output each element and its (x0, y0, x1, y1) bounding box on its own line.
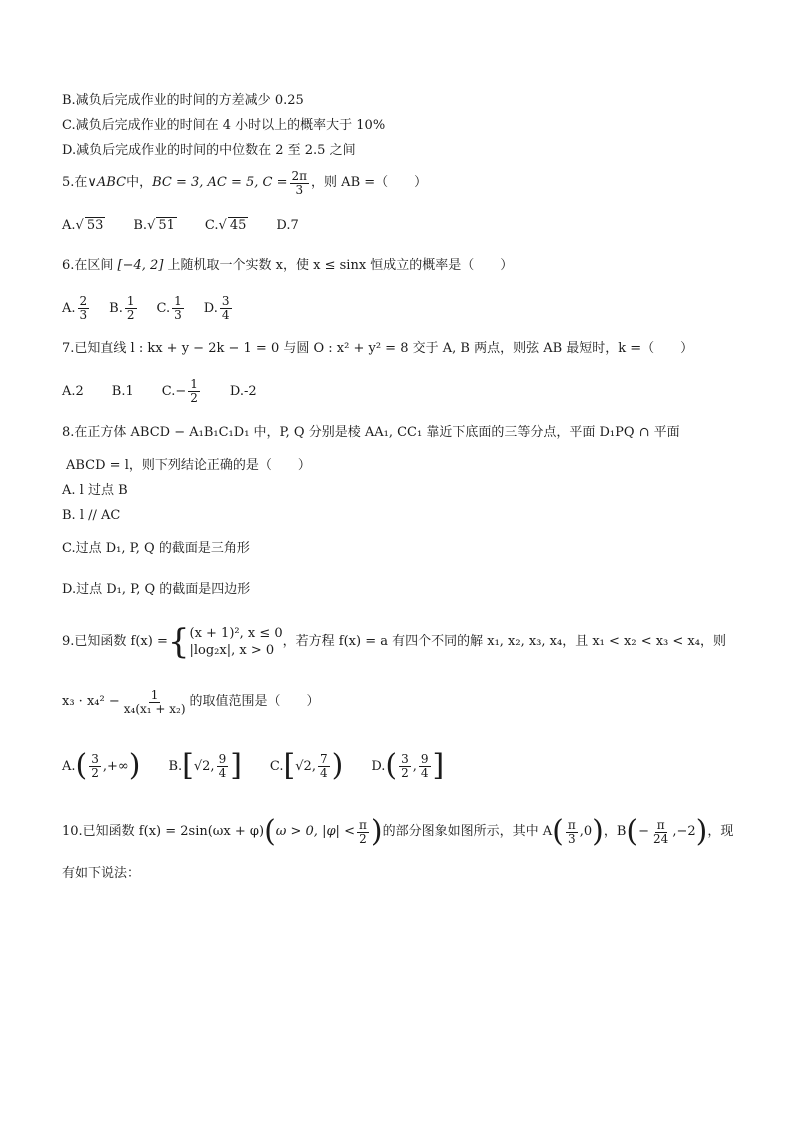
q9-b-num: 9 (218, 751, 227, 766)
q10-a-num: π (567, 817, 576, 832)
q5-option-b-rad: 51 (158, 218, 175, 233)
q7-option-a: A.2 (62, 383, 84, 399)
q9-d-open: ( (385, 748, 398, 783)
q9-b-label: B. (168, 758, 183, 774)
q9-expr-frac (122, 689, 188, 716)
q6-option-d (204, 295, 234, 322)
q10-b-den: 24 (653, 831, 669, 846)
q9-stem (62, 618, 726, 666)
q9-a-frac (89, 753, 101, 780)
q6-option-d-label: D. (203, 300, 218, 316)
q9-c-label: C. (269, 758, 284, 774)
q6-option-a-frac (78, 295, 90, 322)
q9-suffix: ，若方程 f(x) = a 有四个不同的解 x₁, x₂, x₃, x₄，且 x₁ < x₂ < x₃ < x₄，则 (282, 634, 726, 649)
q5-option-d-label: D.7 (276, 217, 299, 233)
q4-option-d: D.减负后完成作业的时间的中位数在 2 至 2.5 之间 (62, 143, 356, 158)
q5-option-a-rad: 53 (86, 218, 104, 233)
q6-b-num: 1 (126, 293, 135, 308)
q4-option-b: B.减负后完成作业的时间的方差减少 0.25 (62, 93, 304, 108)
q9-option-c (269, 748, 344, 783)
q6-option-c (157, 295, 186, 322)
q9-expr-tail: 的取值范围是（ ） (189, 694, 320, 709)
q9-d-num2: 9 (420, 751, 429, 766)
q10-tail: ，现 (707, 824, 734, 839)
q5-mid: 中， (126, 175, 153, 190)
q6-option-a (62, 295, 91, 322)
q9-case1: (x + 1)², x ≤ 0 (189, 626, 283, 641)
q9-d-b: , (412, 758, 417, 774)
q6-d-den: 4 (221, 307, 230, 322)
q6-c-den: 3 (174, 307, 182, 322)
q6-prefix: 6.在区间 (62, 258, 114, 273)
q5-option-c-label: C. (204, 217, 219, 233)
q5-option-a-sqrt: √ 53 (75, 218, 104, 233)
q9-options (62, 746, 472, 786)
q9-c-num: 7 (319, 751, 328, 766)
q10-cond-num: π (358, 817, 367, 832)
q6-option-b (109, 295, 138, 322)
q9-d-frac1 (399, 753, 411, 780)
q9-a-den: 2 (91, 765, 99, 780)
q10-line2: 有如下说法： (62, 866, 141, 881)
q5-option-d (276, 218, 298, 233)
q8-option-a: A. l 过点 B (62, 483, 128, 498)
q7-option-b: B.1 (111, 383, 134, 399)
q9-a-num: 3 (91, 751, 99, 766)
q9-c-frac (318, 753, 330, 780)
q10-a-den: 3 (567, 831, 576, 846)
q6-b-den: 2 (126, 307, 135, 322)
q10-b-num: π (656, 817, 665, 832)
q9-option-a (62, 748, 141, 783)
q10-b-sign: − (638, 824, 650, 839)
q9-option-b (168, 748, 242, 783)
q4-option-c: C.减负后完成作业的时间在 4 小时以上的概率大于 10% (62, 118, 386, 133)
q9-b-den: 4 (218, 765, 227, 780)
q10-cond-close: ) (370, 814, 383, 849)
q5-stem (62, 168, 427, 198)
q5-options (62, 214, 327, 236)
q8-option-c: C.过点 D₁, P, Q 的截面是三角形 (62, 541, 250, 556)
q9-brace: { (167, 622, 190, 662)
q6-d-num: 3 (221, 293, 230, 308)
q6-option-b-frac (125, 295, 137, 322)
q5-option-a (62, 217, 105, 233)
q10-a-close: ) (592, 814, 604, 849)
q9-piecewise (190, 625, 283, 659)
q6-stem (62, 257, 513, 275)
q5-frac-den: 3 (295, 182, 304, 197)
q9-expr-num: 1 (150, 687, 159, 702)
q10-a-open: ( (552, 814, 564, 849)
q9-b-close: ] (230, 748, 242, 783)
q7-option-d: D.-2 (229, 383, 257, 399)
q9-c-b: √2, (295, 758, 316, 774)
q9-b-frac (217, 753, 229, 780)
q5-option-c-sqrt: √ 45 (218, 218, 247, 233)
q6-interval: [−4, 2] (117, 258, 164, 273)
q9-a-open: ( (75, 748, 88, 783)
q9-expr-head: x₃ · x₄² − (62, 694, 120, 709)
q6-mid: 上随机取一个实数 x，使 x ≤ sinx 恒成立的概率是（ ） (167, 258, 514, 273)
q6-option-b-label: B. (109, 300, 123, 316)
q5-triangle: ∨ABC (87, 175, 127, 190)
q10-b-tail: ,−2 (672, 824, 696, 839)
q8-option-d: D.过点 D₁, P, Q 的截面是四边形 (62, 582, 251, 597)
q9-d-num1: 3 (401, 751, 409, 766)
q10-cond-open: ( (264, 814, 276, 849)
q9-d-den1: 2 (401, 765, 409, 780)
q9-d-frac2 (419, 753, 431, 780)
q5-condition: BC = 3, AC = 5, C = (152, 175, 288, 190)
q5-option-b-sqrt: √ 51 (147, 218, 175, 233)
q10-stem (62, 812, 733, 852)
q10-b-frac (651, 819, 670, 846)
q10-cond-frac (357, 819, 369, 846)
q7-option-c-label: C.− (161, 383, 187, 399)
q9-a-label: A. (62, 758, 76, 774)
q9-b-open: [ (182, 748, 194, 783)
q5-option-a-label: A. (62, 217, 76, 233)
q10-b-close: ) (695, 814, 708, 849)
q9-c-den: 4 (319, 765, 328, 780)
q10-cond: ω > 0, |φ| < (275, 824, 355, 839)
q6-option-c-frac (172, 295, 184, 322)
q9-c-open: [ (283, 748, 296, 783)
q6-options (62, 290, 252, 326)
q10-mid: 的部分图象如图所示，其中 A (382, 824, 553, 839)
q7-c-den: 2 (190, 390, 198, 405)
q10-prefix: 10.已知函数 f(x) = 2sin(ωx + φ) (62, 824, 265, 839)
q7-options (62, 372, 285, 410)
q7-option-c-frac (188, 378, 200, 405)
q5-option-b-label: B. (133, 217, 148, 233)
q7-option-c (162, 378, 202, 405)
q6-c-num: 1 (174, 293, 182, 308)
q5-frac-num: 2π (291, 168, 308, 183)
q5-option-c (205, 217, 248, 233)
q9-b-b: √2, (193, 758, 215, 774)
q8-stem-line1: 8.在正方体 ABCD − A₁B₁C₁D₁ 中，P, Q 分别是棱 AA₁, CC₁ 靠近下底面的三等分点，平面 D₁PQ ∩ 平面 (62, 425, 680, 440)
q9-d-close: ] (432, 748, 445, 783)
q9-a-close: ) (128, 748, 141, 783)
q6-option-a-label: A. (62, 300, 76, 316)
q9-d-den2: 4 (420, 765, 429, 780)
q6-a-num: 2 (79, 293, 88, 308)
q6-a-den: 3 (79, 307, 88, 322)
q9-expression (62, 684, 320, 720)
q9-case2: |log₂x|, x > 0 (189, 643, 275, 658)
q9-expr-den: x₄(x₁ + x₂) (123, 701, 186, 716)
q9-prefix: 9.已知函数 f(x) = (62, 634, 168, 649)
q9-option-d (371, 748, 445, 783)
q5-prefix: 5.在 (62, 175, 88, 190)
q10-b-lead: ，B (603, 824, 627, 839)
q10-b-open: ( (626, 814, 639, 849)
q10-cond-den: 2 (359, 831, 367, 846)
q7-c-num: 1 (190, 376, 198, 391)
q5-ask: ，则 AB =（ ） (311, 175, 428, 190)
q5-option-b (133, 217, 177, 233)
q10-a-frac (566, 819, 578, 846)
q9-c-close: ) (331, 748, 344, 783)
q8-stem-line2: ABCD = l，则下列结论正确的是（ ） (66, 458, 311, 473)
q10-a-tail: ,0 (579, 824, 593, 839)
q6-option-d-frac (220, 295, 232, 322)
q8-option-b: B. l // AC (62, 508, 121, 523)
q6-option-c-label: C. (156, 300, 171, 316)
q9-a-b: ,+∞ (102, 758, 129, 774)
q9-d-label: D. (371, 758, 386, 774)
q7-stem: 7.已知直线 l : kx + y − 2k − 1 = 0 与圆 O : x² + y² = 8 交于 A, B 两点，则弦 AB 最短时，k =（ ） (62, 341, 694, 356)
q5-option-c-rad: 45 (229, 218, 247, 233)
q5-angle-fraction (290, 170, 310, 197)
